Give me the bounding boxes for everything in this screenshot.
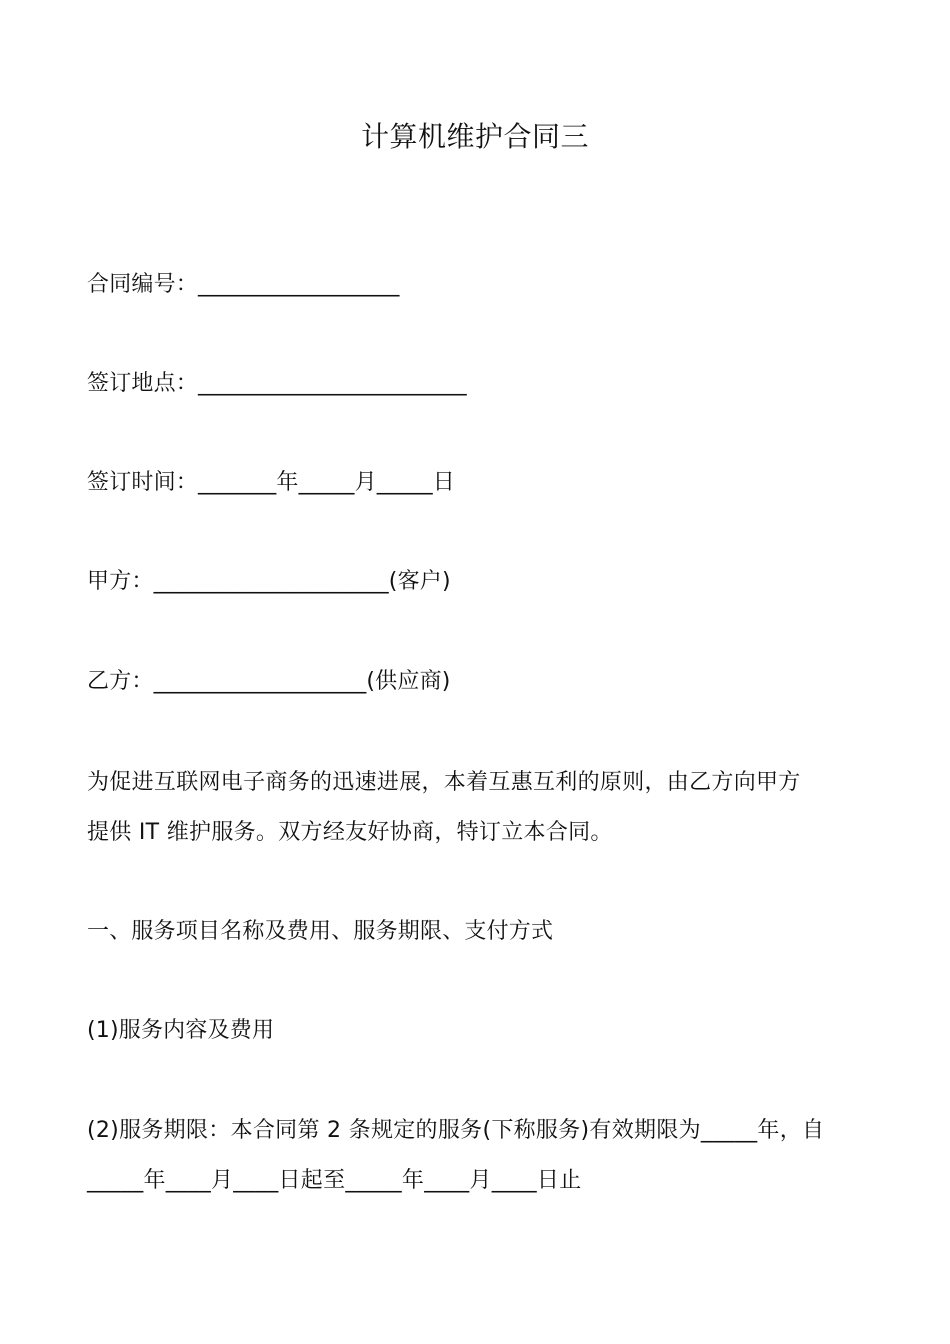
party-b-field: 乙方：___________________(供应商) (87, 669, 451, 694)
party-a-field: 甲方：_____________________(客户) (87, 569, 451, 594)
contract-number-field: 合同编号：__________________ (87, 272, 400, 297)
item-2-service-period (87, 1106, 867, 1206)
intro-paragraph (87, 758, 867, 858)
item-1-service-content: (1)服务内容及费用 (87, 1018, 275, 1043)
intro-paragraph-line-1: 为促进互联网电子商务的迅速进展，本着互惠互利的原则，由乙方向甲方 (87, 770, 801, 795)
intro-paragraph-line-2: 提供 IT 维护服务。双方经友好协商，特订立本合同。 (87, 820, 613, 845)
document-title: 计算机维护合同三 (360, 120, 589, 153)
section-1-heading: 一、服务项目名称及费用、服务期限、支付方式 (87, 919, 554, 944)
signing-time-field: 签订时间：_______年_____月_____日 (87, 470, 456, 495)
signing-place-field: 签订地点：________________________ (87, 371, 467, 396)
item-2-line-1: (2)服务期限：本合同第 2 条规定的服务(下称服务)有效期限为_____年，自 (87, 1118, 825, 1143)
item-2-line-2: _____年____月____日起至_____年____月____日止 (87, 1168, 582, 1193)
